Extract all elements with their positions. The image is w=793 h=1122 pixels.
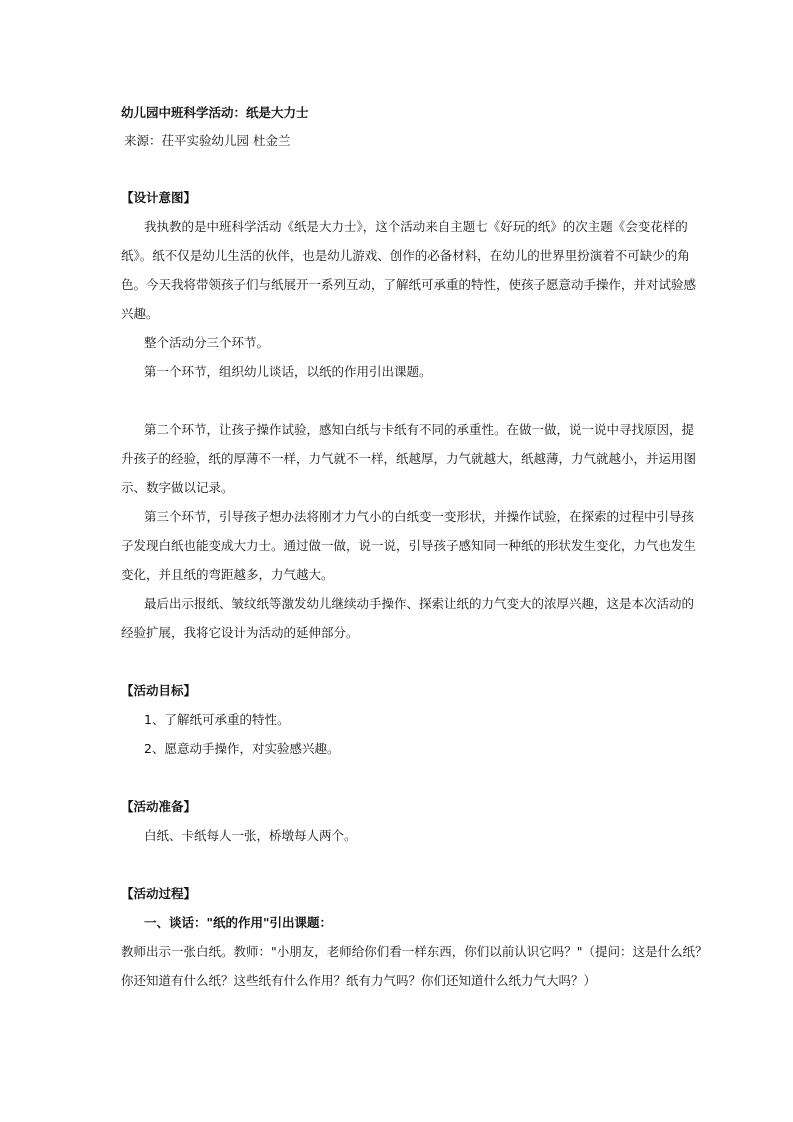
process-heading: 【活动过程】 [121, 886, 197, 901]
goal-item: 2、愿意动手操作，对实验感兴趣。 [144, 741, 340, 756]
prep-heading: 【活动准备】 [121, 799, 197, 814]
source-line: 来源：茌平实验幼儿园 杜金兰 [124, 133, 291, 148]
process-subheading: 一、谈话："纸的作用"引出课题： [144, 915, 333, 930]
design-paragraph-line: 第一个环节，组织幼儿谈话，以纸的作用引出课题。 [144, 364, 432, 379]
design-paragraph-line: 子发现白纸也能变成大力士。通过做一做，说一说，引导孩子感知同一种纸的形状发生变化，力气也发生 [121, 538, 697, 553]
design-paragraph-line: 示、数字做以记录。 [121, 480, 234, 495]
design-paragraph-line: 兴趣。 [121, 306, 159, 321]
design-paragraph-line: 升孩子的经验，纸的厚薄不一样，力气就不一样，纸越厚，力气就越大，纸越薄，力气就越小，并运用图 [121, 451, 697, 466]
prep-item: 白纸、卡纸每人一张，桥墩每人两个。 [144, 828, 357, 843]
design-paragraph-line: 经验扩展，我将它设计为活动的延伸部分。 [121, 625, 359, 640]
design-paragraph-line: 最后出示报纸、皱纹纸等激发幼儿继续动手操作、探索让纸的力气变大的浓厚兴趣，这是本次活动的 [144, 596, 695, 611]
design-paragraph-line: 纸》。纸不仅是幼儿生活的伙伴，也是幼儿游戏、创作的必备材料，在幼儿的世界里扮演着不可缺少的角 [121, 248, 690, 263]
design-heading: 【设计意图】 [121, 190, 197, 205]
design-paragraph-line: 第二个环节，让孩子操作试验，感知白纸与卡纸有不同的承重性。在做一做，说一说中寻找原因，提 [144, 422, 695, 437]
goal-heading: 【活动目标】 [121, 683, 197, 698]
page-title: 幼儿园中班科学活动：纸是大力士 [121, 105, 309, 120]
goal-item: 1、了解纸可承重的特性。 [144, 712, 290, 727]
design-paragraph-line: 第三个环节，引导孩子想办法将刚才力气小的白纸变一变形状，并操作试验，在探索的过程中引导孩 [144, 509, 695, 524]
process-paragraph-line: 你还知道有什么纸？这些纸有什么作用？纸有力气吗？你们还知道什么纸力气大吗？） [121, 973, 597, 988]
design-paragraph-line: 我执教的是中班科学活动《纸是大力士》，这个活动来自主题七《好玩的纸》的次主题《会变花样的 [144, 219, 688, 234]
process-paragraph-line: 教师出示一张白纸。教师："小朋友，老师给你们看一样东西，你们以前认识它吗？"（提问：这是什么纸？ [121, 944, 708, 959]
design-paragraph-line: 色。今天我将带领孩子们与纸展开一系列互动，了解纸可承重的特性，使孩子愿意动手操作，并对试验感 [121, 277, 697, 292]
design-paragraph-line: 整个活动分三个环节。 [144, 335, 270, 350]
design-paragraph-line: 变化，并且纸的弯距越多，力气越大。 [121, 567, 334, 582]
